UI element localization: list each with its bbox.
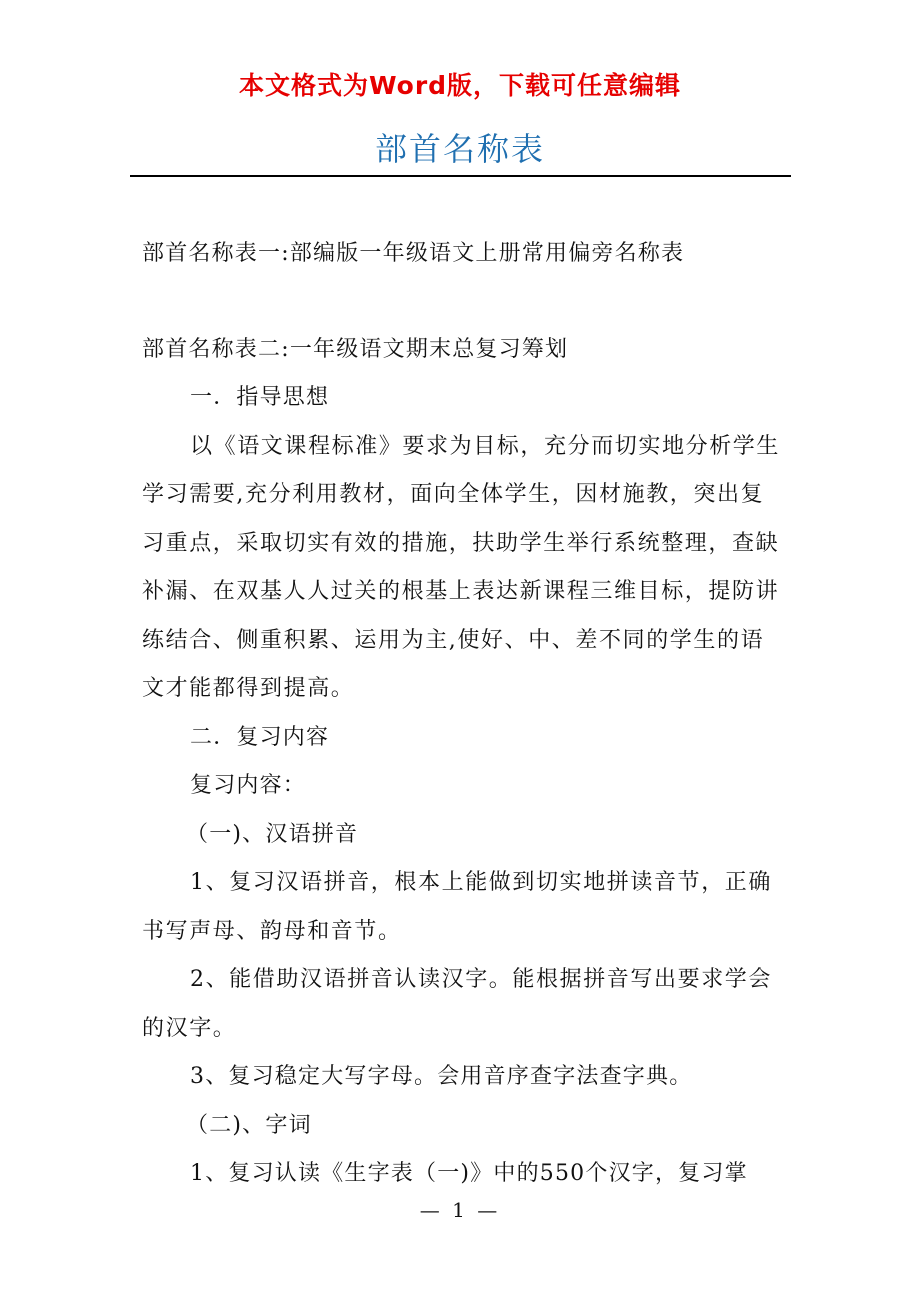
document-body xyxy=(142,230,782,1199)
paragraph-review-label: 复习内容： xyxy=(190,773,307,798)
title-divider xyxy=(130,175,791,177)
document-title: 部首名称表 xyxy=(374,130,545,168)
paragraph-table-two: 部首名称表二:一年级语文期末总复习筹划 xyxy=(142,336,569,362)
list-item: 2、能借助汉语拼音认读汉字。能根据拼音写出要求学会的汉字。 xyxy=(142,967,772,1041)
list-item: 1、复习认读《生字表（一)》中的550个汉字，复习掌 xyxy=(190,1161,748,1186)
list-item: 1、复习汉语拼音，根本上能做到切实地拼读音节，正确书写声母、韵母和音节。 xyxy=(142,870,772,944)
list-item: 3、复习稳定大写字母。会用音序查字法查字典。 xyxy=(190,1064,693,1089)
download-banner: 本文格式为Word版，下载可任意编辑 xyxy=(238,71,682,100)
subheading-words: （二)、字词 xyxy=(186,1112,312,1138)
heading-review-content: 二．复习内容 xyxy=(190,724,330,750)
heading-guiding-thought: 一．指导思想 xyxy=(190,385,330,410)
page-number: — 1 — xyxy=(419,1198,501,1222)
paragraph-table-one: 部首名称表一:部编版一年级语文上册常用偏旁名称表 xyxy=(142,241,685,266)
subheading-pinyin: （一)、汉语拼音 xyxy=(186,821,359,847)
paragraph-guiding-thought: 以《语文课程标准》要求为目标，充分而切实地分析学生学习需要,充分利用教材，面向全体学生，因材施教，突出复习重点，采取切实有效的措施，扶助学生举行系统整理，查缺补漏、在双基人人过关的根基上表达新课程三维目标，提防讲练结合、侧重积累、运用为主,使好、中、差不同的学生的语文才能都得到提高。 xyxy=(142,433,781,701)
